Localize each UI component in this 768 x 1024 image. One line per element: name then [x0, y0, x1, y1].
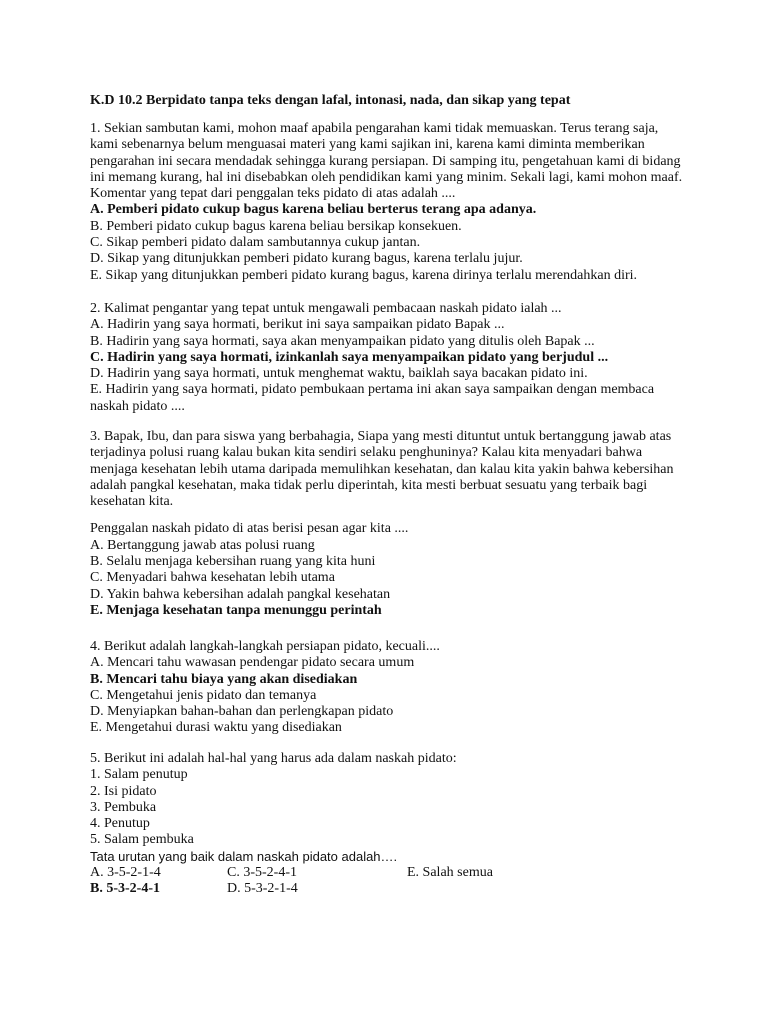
- list-item: 2. Isi pidato: [90, 783, 157, 799]
- answer-option: A. 3-5-2-1-4: [90, 865, 161, 881]
- question-text-line: terjadinya polusi ruang kalau bukan kita sendiri selaku penghuninya? Kalau kita menyadari bahwa: [90, 445, 643, 461]
- answer-option-correct: C. Hadirin yang saya hormati, izinkanlah saya menyampaikan pidato yang berjudul ...: [90, 349, 609, 365]
- answer-option: D. Hadirin yang saya hormati, untuk menghemat waktu, baiklah saya bacakan pidato ini.: [90, 366, 588, 382]
- answer-option: E. Hadirin yang saya hormati, pidato pembukaan pertama ini akan saya sampaikan dengan membaca: [90, 382, 655, 398]
- question-prompt: Tata urutan yang baik dalam naskah pidato adalah….: [90, 848, 398, 864]
- answer-option: A. Hadirin yang saya hormati, berikut ini saya sampaikan pidato Bapak ...: [90, 317, 505, 333]
- answer-option-continuation: naskah pidato ....: [90, 398, 185, 414]
- question-4: [90, 639, 440, 737]
- list-item: 1. Salam penutup: [90, 767, 188, 783]
- options-row: [90, 881, 493, 897]
- answer-option: E. Salah semua: [407, 865, 493, 881]
- answer-option-correct: B. Mencari tahu biaya yang akan disediakan: [90, 671, 358, 687]
- question-text-line: 2. Kalimat pengantar yang tepat untuk mengawali pembacaan naskah pidato ialah ...: [90, 301, 562, 316]
- question-text-line: Komentar yang tepat dari penggalan teks pidato di atas adalah ....: [90, 186, 456, 202]
- question-3: [90, 429, 674, 619]
- list-item: 4. Penutup: [90, 816, 150, 832]
- list-item: 3. Pembuka: [90, 799, 157, 815]
- answer-option-correct: A. Pemberi pidato cukup bagus karena beliau berterus terang apa adanya.: [90, 202, 537, 218]
- answer-option: D. Menyiapkan bahan-bahan dan perlengkapan pidato: [90, 704, 394, 720]
- answer-option: C. Menyadari bahwa kesehatan lebih utama: [90, 570, 335, 586]
- answer-option: A. Bertanggung jawab atas polusi ruang: [90, 537, 315, 553]
- question-text-line: 5. Berikut ini adalah hal-hal yang harus ada dalam naskah pidato:: [90, 751, 457, 766]
- answer-option: D. Sikap yang ditunjukkan pemberi pidato kurang bagus, karena terlalu jujur.: [90, 251, 523, 267]
- question-2: [90, 301, 654, 415]
- answer-option: D. 5-3-2-1-4: [227, 881, 298, 897]
- answer-option: C. Sikap pemberi pidato dalam sambutannya cukup jantan.: [90, 235, 421, 251]
- answer-option: D. Yakin bahwa kebersihan adalah pangkal kesehatan: [90, 586, 391, 602]
- question-text-line: 3. Bapak, Ibu, dan para siswa yang berbahagia, Siapa yang mesti dituntut untuk bertanggung jawab atas: [90, 429, 672, 444]
- answer-option: E. Mengetahui durasi waktu yang disediakan: [90, 720, 342, 736]
- answer-option: E. Sikap yang ditunjukkan pemberi pidato kurang bagus, karena dirinya terlalu merendahkan diri.: [90, 267, 638, 283]
- answer-option-correct: E. Menjaga kesehatan tanpa menunggu perintah: [90, 602, 382, 618]
- answer-option: A. Mencari tahu wawasan pendengar pidato secara umum: [90, 655, 415, 671]
- answer-option: C. 3-5-2-4-1: [227, 865, 297, 881]
- answer-option: C. Mengetahui jenis pidato dan temanya: [90, 687, 317, 703]
- page-title: K.D 10.2 Berpidato tanpa teks dengan lafal, intonasi, nada, dan sikap yang tepat: [90, 93, 571, 108]
- question-text-line: adalah pangkal kesehatan, maka tidak perlu diperintah, kita mesti berbuat sesuatu yang terbaik bagi: [90, 477, 648, 493]
- question-text-line: ini memang kurang, hal ini disebabkan oleh pendidikan kami yang minim. Sekali lagi, kami mohon maaf.: [90, 169, 683, 185]
- list-item: 5. Salam pembuka: [90, 832, 194, 848]
- answer-option-correct: B. 5-3-2-4-1: [90, 881, 160, 897]
- question-text-line: kami sebenarnya belum menguasai materi yang kami sajikan ini, karena kami diminta memberikan: [90, 137, 645, 153]
- question-text-line: 4. Berikut adalah langkah-langkah persiapan pidato, kecuali....: [90, 639, 440, 654]
- question-text-line: 1. Sekian sambutan kami, mohon maaf apabila pengarahan kami tidak memuaskan. Terus terang saja,: [90, 121, 659, 136]
- question-text-line: menjaga kesehatan lebih utama daripada memulihkan kesehatan, dan kalau kita yakin bahwa kebersihan: [90, 461, 674, 477]
- question-5: [90, 751, 493, 898]
- answer-option: B. Selalu menjaga kebersihan ruang yang kita huni: [90, 554, 376, 570]
- question-text-line: pengarahan ini secara mendadak sehingga kurang persiapan. Di samping itu, pengetahuan kami di bidang: [90, 153, 681, 169]
- answer-option: B. Pemberi pidato cukup bagus karena beliau bersikap konsekuen.: [90, 218, 462, 234]
- options-row: [90, 865, 493, 881]
- question-prompt: Penggalan naskah pidato di atas berisi pesan agar kita ....: [90, 521, 409, 537]
- answer-option: B. Hadirin yang saya hormati, saya akan menyampaikan pidato yang ditulis oleh Bapak ...: [90, 333, 595, 349]
- question-text-line: kesehatan kita.: [90, 494, 174, 510]
- question-1: [90, 121, 682, 284]
